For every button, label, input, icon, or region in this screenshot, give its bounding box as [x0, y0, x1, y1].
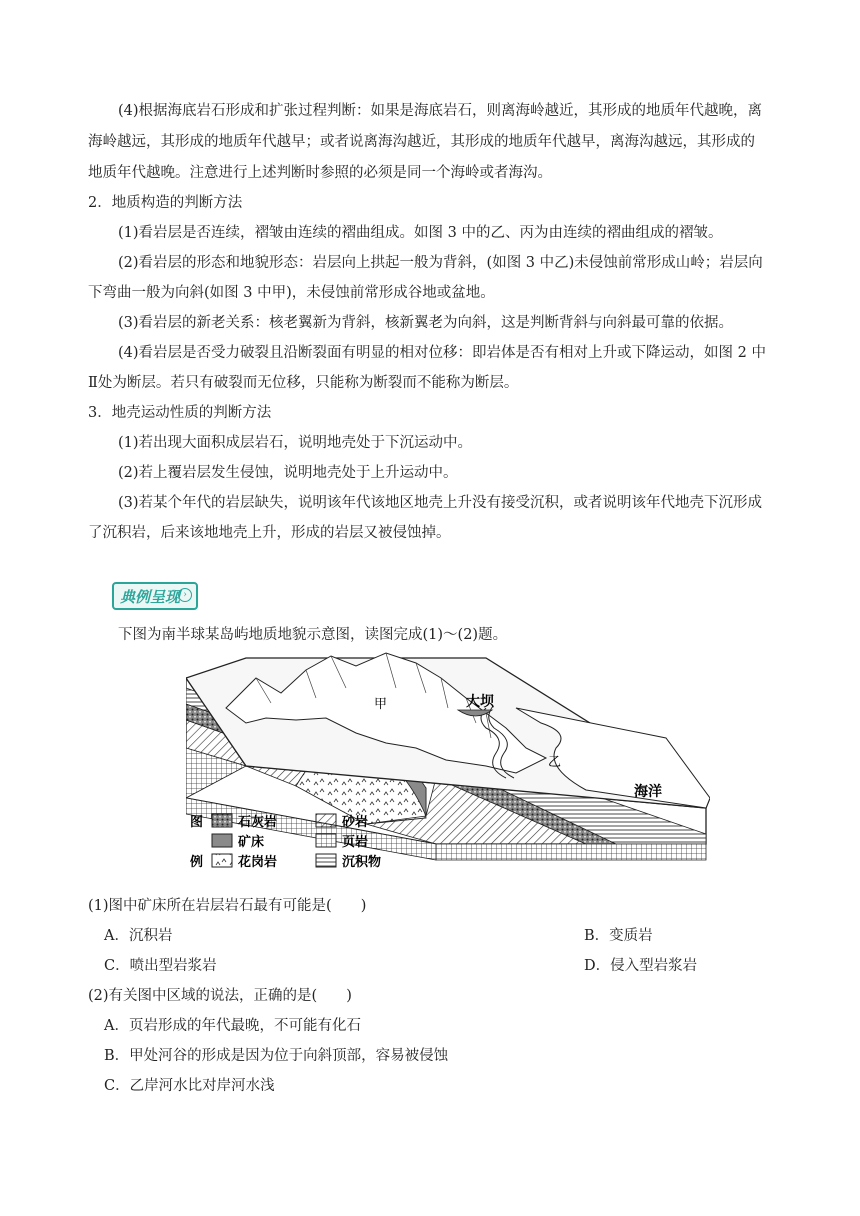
- q1-option-d[interactable]: D．侵入型岩浆岩: [584, 958, 698, 974]
- section3-item3-line1: (3)若某个年代的岩层缺失，说明该年代该地区地壳上升没有接受沉积，或者说明该年代地壳下沉形成: [118, 495, 763, 511]
- section3-item3-line2: 了沉积岩，后来该地地壳上升，形成的岩层又被侵蚀掉。: [88, 525, 451, 541]
- q2-option-b[interactable]: B．甲处河谷的形成是因为位于向斜顶部，容易被侵蚀: [104, 1048, 449, 1064]
- question-intro: 下图为南半球某岛屿地质地貌示意图，读图完成(1)～(2)题。: [118, 627, 508, 643]
- legend-limestone: 石灰岩: [238, 815, 278, 830]
- section2-title: 2．地质构造的判断方法: [88, 195, 243, 211]
- section3-item2: (2)若上覆岩层发生侵蚀，说明地壳处于上升运动中。: [118, 465, 458, 481]
- section2-item1: (1)看岩层是否连续，褶皱由连续的褶曲组成。如图 3 中的乙、丙为由连续的褶曲组成的褶皱。: [118, 225, 723, 241]
- legend-granite: 花岗岩: [238, 855, 278, 870]
- legend-swatch-sediment: [316, 854, 336, 867]
- legend-title-bottom: 例: [190, 855, 204, 870]
- q2-option-a[interactable]: A．页岩形成的年代最晚，不可能有化石: [104, 1018, 361, 1034]
- para4-line3: 地质年代越晚。注意进行上述判断时参照的必须是同一个海岭或者海沟。: [88, 165, 552, 181]
- legend-swatch-shale: [316, 834, 336, 847]
- section2-item4-line2: Ⅱ处为断层。若只有破裂而无位移，只能称为断裂而不能称为断层。: [88, 375, 519, 391]
- q1-option-a[interactable]: A．沉积岩: [104, 928, 173, 944]
- label-jia: 甲: [374, 697, 388, 712]
- section2-item3: (3)看岩层的新老关系：核老翼新为背斜，核新翼老为向斜，这是判断背斜与向斜最可靠的依据。: [118, 315, 734, 331]
- q1-option-b[interactable]: B．变质岩: [584, 928, 653, 944]
- label-yi: 乙: [548, 755, 562, 770]
- example-badge-label: 典例呈现: [120, 588, 181, 606]
- arrow-circle-icon: ›: [178, 588, 192, 602]
- legend-sandstone: 砂岩: [342, 815, 369, 830]
- legend-sediment: 沉积物: [342, 855, 382, 870]
- legend-ore: 矿床: [238, 835, 265, 850]
- legend-swatch-ore: [212, 834, 232, 847]
- section2-item2-line1: (2)看岩层的形态和地貌形态：岩层向上拱起一般为背斜，(如图 3 中乙)未侵蚀前常形成山岭；岩层向: [118, 255, 763, 271]
- para4-line1: (4)根据海底岩石形成和扩张过程判断：如果是海底岩石，则离海岭越近，其形成的地质年代越晚，离: [118, 103, 763, 119]
- q2-option-c[interactable]: C．乙岸河水比对岸河水浅: [104, 1078, 275, 1094]
- legend-swatch-sandstone: [316, 814, 336, 827]
- example-badge: [112, 582, 198, 610]
- section2-item2-line2: 下弯曲一般为向斜(如图 3 中甲)，未侵蚀前常形成谷地或盆地。: [88, 285, 495, 301]
- section3-title: 3．地壳运动性质的判断方法: [88, 405, 272, 421]
- legend-title-top: 图: [190, 815, 204, 830]
- legend-swatch-granite: [212, 854, 232, 867]
- q1-stem: (1)图中矿床所在岩层岩石最有可能是( ): [88, 898, 367, 914]
- q1-option-c[interactable]: C．喷出型岩浆岩: [104, 958, 217, 974]
- legend-shale: 页岩: [342, 835, 369, 850]
- para4-line2: 海岭越远，其形成的地质年代越早；或者说离海沟越近，其形成的地质年代越早，离海沟越远，其形成的: [88, 134, 755, 150]
- section3-item1: (1)若出现大面积成层岩石，说明地壳处于下沉运动中。: [118, 435, 473, 451]
- geology-figure: [186, 648, 710, 888]
- label-dam: 大坝: [466, 694, 494, 710]
- legend-swatch-limestone: [212, 814, 232, 827]
- section2-item4-line1: (4)看岩层是否受力破裂且沿断裂面有明显的相对位移：即岩体是否有相对上升或下降运动，如图 2 中: [118, 345, 766, 361]
- label-ocean: 海洋: [634, 784, 662, 800]
- q2-stem: (2)有关图中区域的说法，正确的是( ): [88, 988, 352, 1004]
